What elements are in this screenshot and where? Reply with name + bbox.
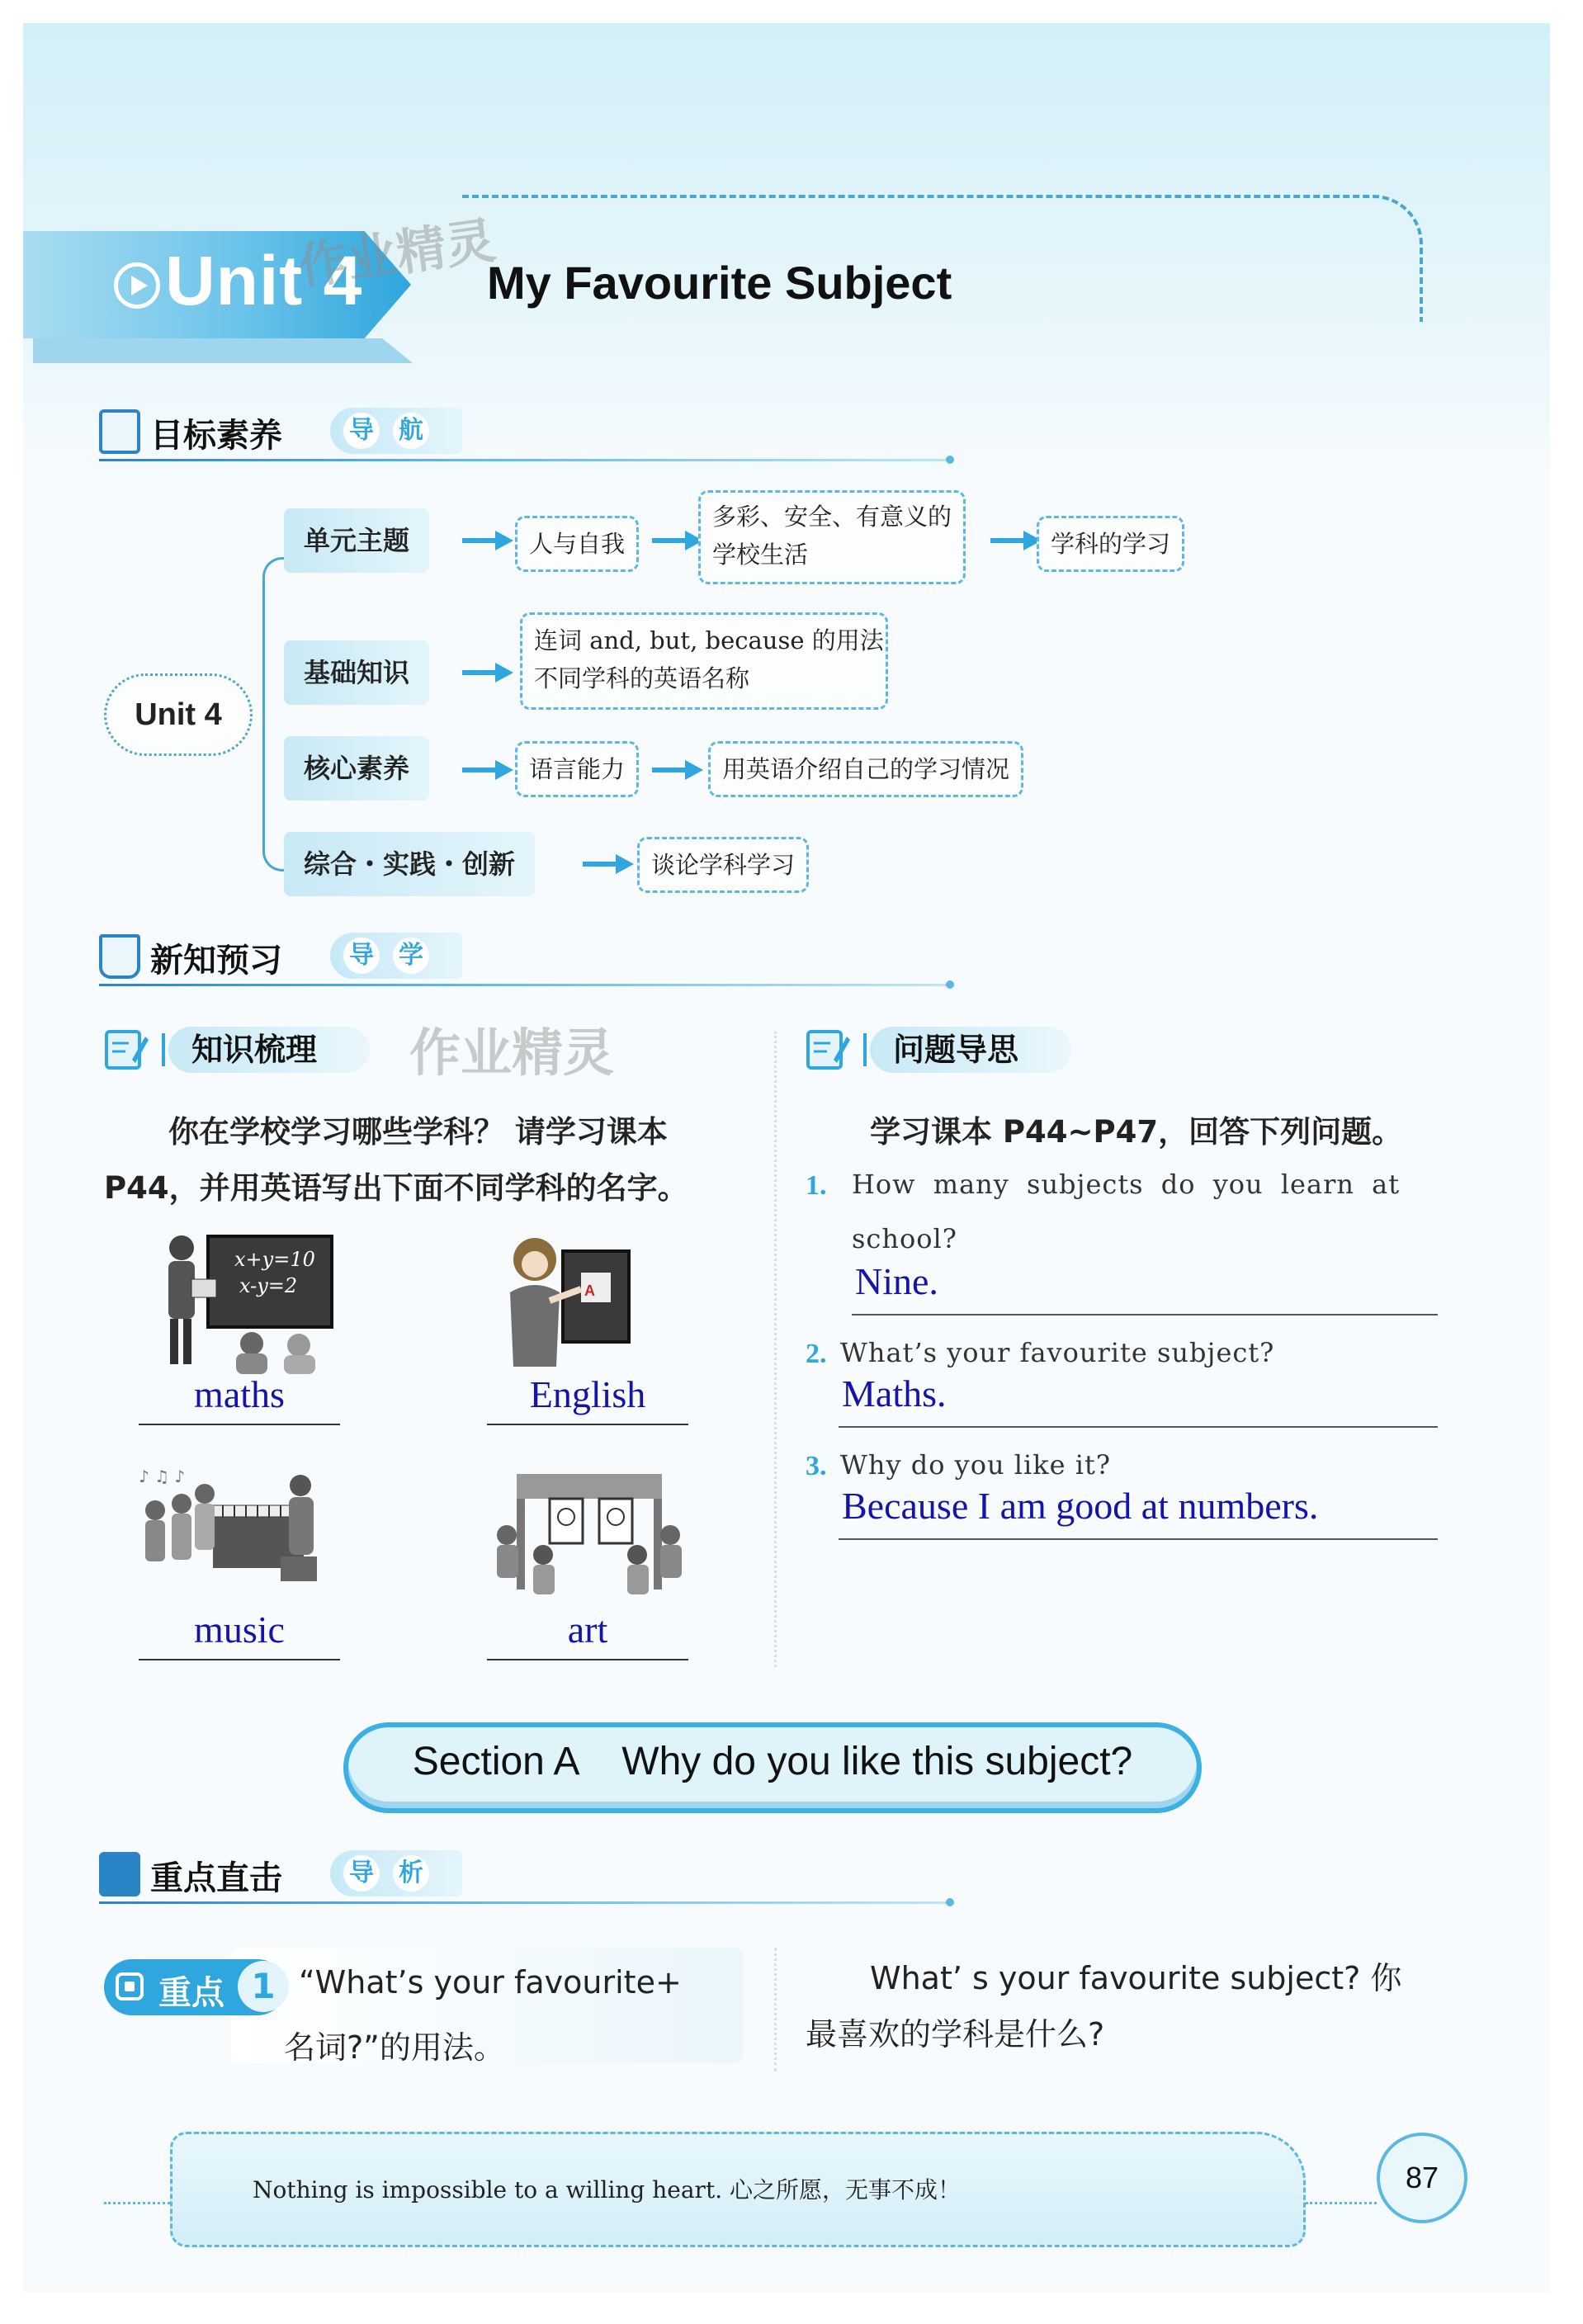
answer-text: Nine. xyxy=(855,1260,938,1302)
node-line: 学校生活 xyxy=(712,541,809,569)
book-icon xyxy=(99,409,140,454)
mind-map-node: 人与自我 xyxy=(515,516,639,572)
maths-class-illustration xyxy=(157,1230,347,1374)
answer-text: Maths. xyxy=(842,1372,947,1415)
footer-dots xyxy=(1306,2202,1377,2204)
tag-char: 学 xyxy=(393,938,429,974)
question-number: 3. xyxy=(806,1451,827,1481)
answer-english: English xyxy=(487,1366,688,1425)
art-class-illustration xyxy=(492,1469,687,1601)
answer-line xyxy=(839,1426,1438,1428)
section-header-goals xyxy=(99,403,966,461)
tag-char: 导 xyxy=(343,413,380,449)
key-point-text: “What’s your favourite+ xyxy=(299,1964,682,2000)
mind-map-category: 基础知识 xyxy=(284,640,429,705)
mind-map-node xyxy=(698,490,966,584)
arrow-icon xyxy=(652,758,705,782)
flag-icon xyxy=(99,1852,140,1897)
section-header-preview xyxy=(99,928,966,985)
english-class-illustration xyxy=(499,1226,639,1371)
question-text: Why do you like it? xyxy=(840,1449,1112,1481)
question-number: 2. xyxy=(806,1339,827,1369)
node-line: 不同学科的英语名称 xyxy=(534,664,750,692)
mind-map-root: Unit 4 xyxy=(104,673,253,756)
column-divider xyxy=(774,1948,777,2071)
tag-char: 航 xyxy=(393,413,429,449)
svg-text:A: A xyxy=(584,1282,595,1299)
mind-map-category: 核心素养 xyxy=(284,736,429,801)
section-a-label: Section A Why do you like this subject? xyxy=(412,1740,1133,1783)
arrow-icon xyxy=(990,528,1043,553)
open-book-icon xyxy=(99,934,140,979)
mind-map-brace xyxy=(262,557,285,872)
subsection-title: 问题导思 xyxy=(870,1027,1071,1073)
section-title: 目标素养 xyxy=(150,417,282,455)
question-instruction: 学习课本 P44~P47，回答下列问题。 xyxy=(870,1114,1403,1150)
blackboard-line: x-y=2 xyxy=(239,1274,298,1297)
instruction-line: 你在学校学习哪些学科？ 请学习课本 xyxy=(168,1114,668,1150)
arrow-icon xyxy=(583,852,636,876)
subsection-title: 知识梳理 xyxy=(168,1027,370,1073)
blackboard-line: x+y=10 xyxy=(234,1248,315,1271)
question-number: 1. xyxy=(806,1170,827,1201)
unit-banner-shadow xyxy=(33,338,413,363)
page-number: 87 xyxy=(1377,2133,1467,2223)
answer-music: music xyxy=(139,1601,340,1660)
section-underline xyxy=(99,1901,949,1904)
key-point-badge xyxy=(104,1959,286,2015)
watermark: 作业精灵 xyxy=(294,211,499,297)
section-title: 新知预习 xyxy=(150,942,282,980)
section-tag xyxy=(330,1850,462,1897)
tag-char: 析 xyxy=(393,1855,429,1892)
instruction-line: P44，并用英语写出下面不同学科的名字。 xyxy=(104,1170,688,1206)
section-underline xyxy=(99,459,949,461)
svg-text:♪ ♫ ♪: ♪ ♫ ♪ xyxy=(139,1467,186,1486)
watermark: 作业精灵 xyxy=(409,1023,615,1083)
pencil-note-icon xyxy=(806,1027,850,1071)
section-underline xyxy=(99,984,949,986)
badge-number: 1 xyxy=(238,1961,289,2012)
arrow-icon xyxy=(652,528,705,553)
unit-label: Unit 4 xyxy=(165,242,363,319)
mind-map-node: 谈论学科学习 xyxy=(637,837,809,893)
badge-label: 重点 xyxy=(158,1974,224,2012)
key-point-example: 最喜欢的学科是什么? xyxy=(806,2016,1105,2052)
answer-art: art xyxy=(487,1601,688,1660)
tag-char: 导 xyxy=(343,938,380,974)
key-point-example: What’ s your favourite subject? 你 xyxy=(870,1960,1402,1996)
column-divider xyxy=(774,1032,777,1667)
answer-maths: maths xyxy=(139,1366,340,1425)
footer-motto: Nothing is impossible to a willing heart. 心之所愿，无事不成！ xyxy=(253,2176,961,2204)
answer-line xyxy=(839,1538,1438,1540)
pencil-note-icon xyxy=(104,1027,149,1071)
answer-text: Because I am good at numbers. xyxy=(842,1485,1319,1527)
question-text-continued: school? xyxy=(852,1223,957,1254)
key-point-text: 名词?”的用法。 xyxy=(284,2029,505,2066)
mind-map-node: 用英语介绍自己的学习情况 xyxy=(708,741,1023,797)
mind-map-node: 语言能力 xyxy=(515,741,639,797)
section-tag xyxy=(330,408,462,454)
footer-dots xyxy=(104,2202,170,2204)
section-title: 重点直击 xyxy=(150,1859,282,1897)
section-tag xyxy=(330,933,462,979)
question-text: What’s your favourite subject? xyxy=(840,1337,1275,1368)
section-a-banner xyxy=(343,1722,1202,1813)
arrow-icon xyxy=(462,758,515,782)
node-line: 连词 and, but, because 的用法 xyxy=(534,626,884,654)
mind-map-node xyxy=(520,612,888,710)
section-header-key xyxy=(99,1845,966,1903)
arrow-icon xyxy=(462,528,515,553)
mind-map-node: 学科的学习 xyxy=(1037,516,1184,572)
tag-char: 导 xyxy=(343,1855,380,1892)
mind-map-category: 综合・实践・创新 xyxy=(284,832,535,896)
badge-square-icon xyxy=(116,1972,144,2000)
node-line: 多彩、安全、有意义的 xyxy=(712,503,952,531)
unit-title: My Favourite Subject xyxy=(487,257,952,309)
play-icon xyxy=(114,262,160,309)
music-class-illustration xyxy=(132,1461,330,1601)
question-text: How many subjects do you learn at xyxy=(852,1169,1401,1200)
arrow-icon xyxy=(462,660,515,685)
answer-line xyxy=(852,1314,1438,1316)
mind-map-category: 单元主题 xyxy=(284,508,429,573)
